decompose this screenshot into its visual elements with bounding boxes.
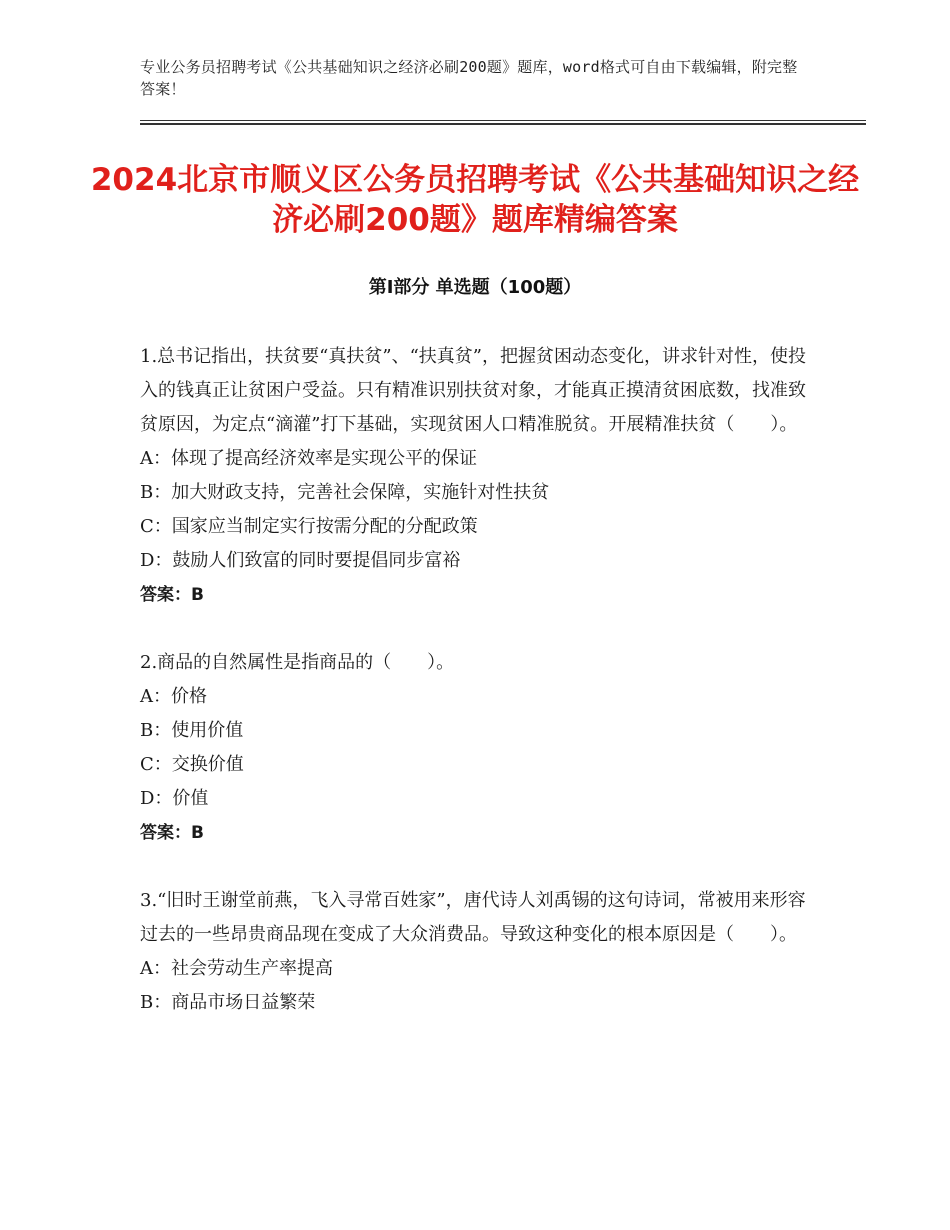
question-stem: 3.“旧时王谢堂前燕，飞入寻常百姓家”，唐代诗人刘禹锡的这句诗词，常被用来形容过去的一些昂贵商品现在变成了大众消费品。导致这种变化的根本原因是（ ）。: [140, 890, 806, 945]
question-list: [140, 340, 810, 1054]
option-c: C：国家应当制定实行按需分配的分配政策: [140, 516, 478, 537]
option-b: B：加大财政支持，完善社会保障，实施针对性扶贫: [140, 482, 550, 503]
option-d: D：鼓励人们致富的同时要提倡同步富裕: [140, 550, 461, 571]
option-c: C：交换价值: [140, 754, 244, 775]
question-stem: 1.总书记指出，扶贫要“真扶贫”、“扶真贫”，把握贫困动态变化，讲求针对性，使投入的钱真正让贫困户受益。只有精准识别扶贫对象，才能真正摸清贫困底数，找准致贫原因，为定点“滴灌”打下基础，实现贫困人口精准脱贫。开展精准扶贫（ ）。: [140, 346, 806, 435]
question-1: [140, 340, 810, 612]
option-b: B：使用价值: [140, 720, 244, 741]
question-3: [140, 884, 810, 1020]
option-a: A：价格: [140, 686, 207, 707]
option-d: D：价值: [140, 788, 209, 809]
option-a: A：体现了提高经济效率是实现公平的保证: [140, 448, 477, 469]
header-note: 专业公务员招聘考试《公共基础知识之经济必刷200题》题库，word格式可自由下载编辑，附完整答案！: [140, 58, 798, 98]
answer-label: 答案：B: [140, 823, 204, 843]
part-heading: 第Ⅰ部分 单选题（100题）: [368, 277, 582, 298]
option-a: A：社会劳动生产率提高: [140, 958, 333, 979]
answer-label: 答案：B: [140, 585, 204, 605]
header-divider: [140, 120, 866, 125]
document-title: 2024北京市顺义区公务员招聘考试《公共基础知识之经济必刷200题》题库精编答案: [90, 162, 860, 238]
question-2: [140, 646, 810, 850]
question-stem: 2.商品的自然属性是指商品的（ ）。: [140, 652, 455, 673]
option-b: B：商品市场日益繁荣: [140, 992, 316, 1013]
